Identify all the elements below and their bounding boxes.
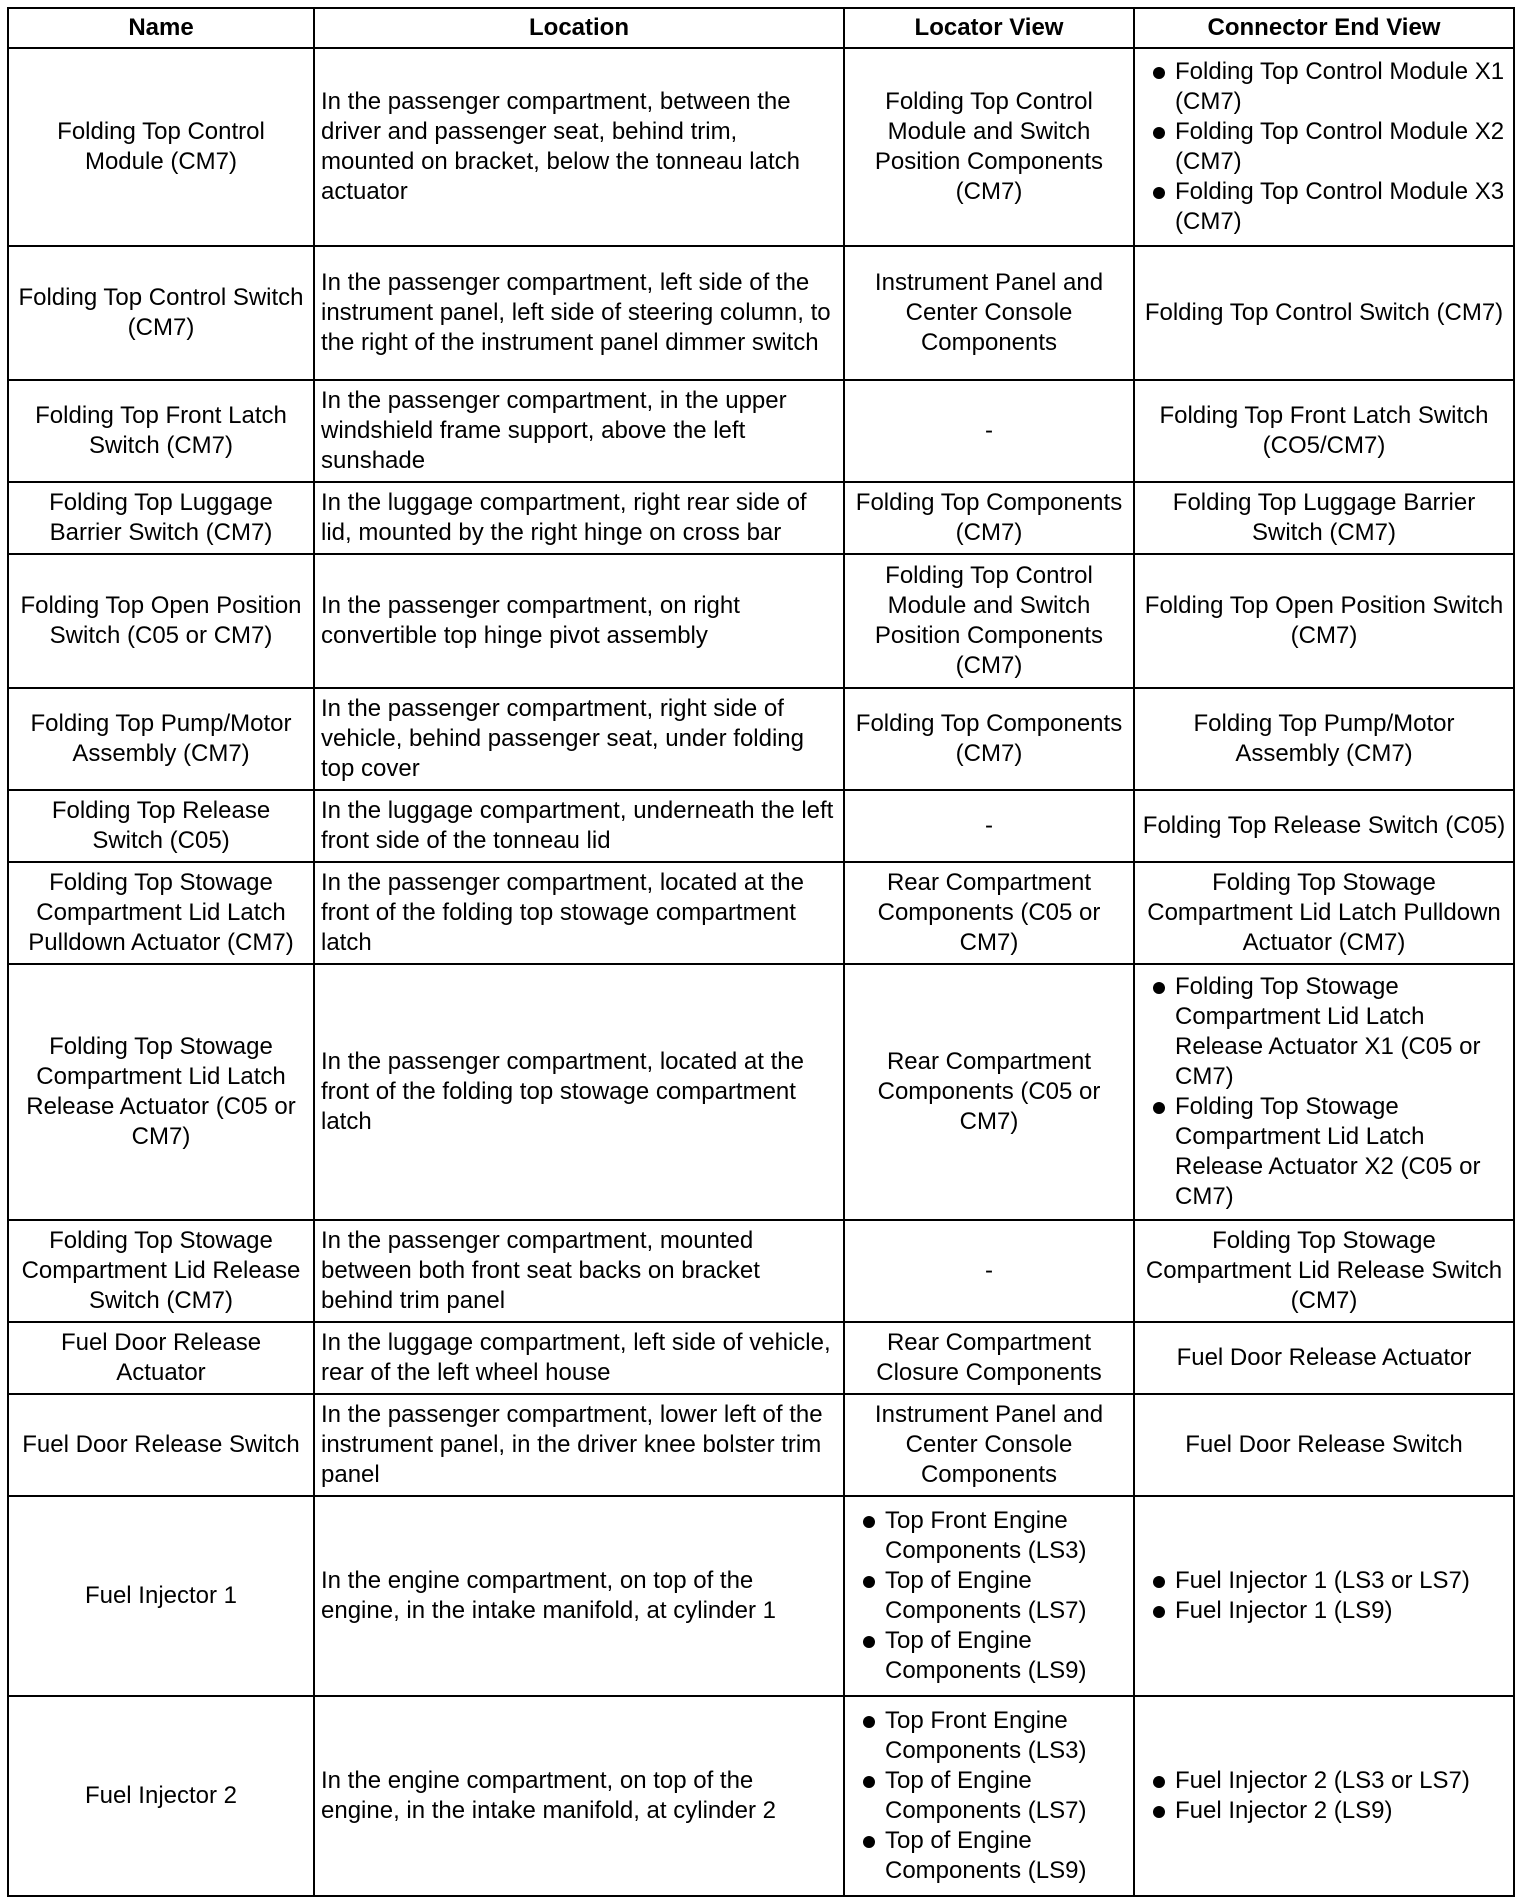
cell-connector-end-view: Folding Top Pump/Motor Assembly (CM7) <box>1134 688 1514 790</box>
cell-connector-end-view <box>1134 1496 1514 1696</box>
cell-locator-view <box>844 1496 1134 1696</box>
cell-connector-end-view <box>1134 48 1514 246</box>
cell-location: In the engine compartment, on top of the engine, in the intake manifold, at cylinder 1 <box>314 1496 844 1696</box>
cell-locator-view: - <box>844 380 1134 482</box>
table-row <box>8 380 1514 482</box>
component-locator-table <box>7 7 1515 1897</box>
cell-connector-end-view: Folding Top Front Latch Switch (CO5/CM7) <box>1134 380 1514 482</box>
cell-locator-view: Instrument Panel and Center Console Components <box>844 1394 1134 1496</box>
table-row <box>8 964 1514 1220</box>
cell-name: Folding Top Open Position Switch (C05 or CM7) <box>8 554 314 688</box>
bullet-item: Top of Engine Components (LS7) <box>851 1766 1127 1826</box>
table-row <box>8 688 1514 790</box>
table-row <box>8 1496 1514 1696</box>
bullet-item: Top Front Engine Components (LS3) <box>851 1506 1127 1566</box>
cell-locator-view: Rear Compartment Closure Components <box>844 1322 1134 1394</box>
table-row <box>8 1322 1514 1394</box>
table-row <box>8 790 1514 862</box>
cell-connector-end-view: Folding Top Control Switch (CM7) <box>1134 246 1514 380</box>
table-body <box>8 48 1514 1896</box>
bullet-list <box>1141 57 1507 237</box>
cell-locator-view: - <box>844 1220 1134 1322</box>
bullet-item: Folding Top Stowage Compartment Lid Latch Release Actuator X2 (C05 or CM7) <box>1141 1092 1507 1212</box>
bullet-item: Folding Top Control Module X3 (CM7) <box>1141 177 1507 237</box>
cell-locator-view: Rear Compartment Components (C05 or CM7) <box>844 964 1134 1220</box>
cell-name: Folding Top Release Switch (C05) <box>8 790 314 862</box>
cell-locator-view: Instrument Panel and Center Console Components <box>844 246 1134 380</box>
cell-name: Folding Top Stowage Compartment Lid Latch Pulldown Actuator (CM7) <box>8 862 314 964</box>
table-row <box>8 1394 1514 1496</box>
cell-locator-view: Rear Compartment Components (C05 or CM7) <box>844 862 1134 964</box>
cell-connector-end-view: Fuel Door Release Switch <box>1134 1394 1514 1496</box>
bullet-list <box>1141 1766 1507 1826</box>
table-row <box>8 48 1514 246</box>
table-row <box>8 554 1514 688</box>
cell-connector-end-view: Folding Top Luggage Barrier Switch (CM7) <box>1134 482 1514 554</box>
bullet-item: Folding Top Control Module X2 (CM7) <box>1141 117 1507 177</box>
cell-name: Fuel Injector 1 <box>8 1496 314 1696</box>
bullet-item: Fuel Injector 1 (LS3 or LS7) <box>1141 1566 1507 1596</box>
cell-locator-view: Folding Top Control Module and Switch Position Components (CM7) <box>844 554 1134 688</box>
cell-name: Folding Top Luggage Barrier Switch (CM7) <box>8 482 314 554</box>
cell-name: Folding Top Pump/Motor Assembly (CM7) <box>8 688 314 790</box>
cell-name: Fuel Door Release Actuator <box>8 1322 314 1394</box>
cell-connector-end-view: Folding Top Open Position Switch (CM7) <box>1134 554 1514 688</box>
bullet-item: Fuel Injector 2 (LS9) <box>1141 1796 1507 1826</box>
cell-location: In the engine compartment, on top of the engine, in the intake manifold, at cylinder 2 <box>314 1696 844 1896</box>
cell-location: In the passenger compartment, on right convertible top hinge pivot assembly <box>314 554 844 688</box>
cell-connector-end-view: Folding Top Stowage Compartment Lid Release Switch (CM7) <box>1134 1220 1514 1322</box>
table-row <box>8 246 1514 380</box>
header-location: Location <box>314 8 844 48</box>
cell-locator-view: - <box>844 790 1134 862</box>
cell-location: In the luggage compartment, right rear side of lid, mounted by the right hinge on cross bar <box>314 482 844 554</box>
bullet-list <box>851 1506 1127 1686</box>
cell-name: Folding Top Control Switch (CM7) <box>8 246 314 380</box>
cell-connector-end-view <box>1134 1696 1514 1896</box>
bullet-item: Fuel Injector 1 (LS9) <box>1141 1596 1507 1626</box>
cell-location: In the passenger compartment, between the driver and passenger seat, behind trim, mounted on bracket, below the tonneau latch actuator <box>314 48 844 246</box>
bullet-item: Top of Engine Components (LS9) <box>851 1826 1127 1886</box>
cell-name: Folding Top Front Latch Switch (CM7) <box>8 380 314 482</box>
cell-connector-end-view: Folding Top Stowage Compartment Lid Latch Pulldown Actuator (CM7) <box>1134 862 1514 964</box>
bullet-item: Top of Engine Components (LS9) <box>851 1626 1127 1686</box>
bullet-item: Top of Engine Components (LS7) <box>851 1566 1127 1626</box>
cell-connector-end-view: Fuel Door Release Actuator <box>1134 1322 1514 1394</box>
table-header-row <box>8 8 1514 48</box>
bullet-list <box>851 1706 1127 1886</box>
cell-name: Folding Top Stowage Compartment Lid Latch Release Actuator (C05 or CM7) <box>8 964 314 1220</box>
cell-locator-view: Folding Top Control Module and Switch Position Components (CM7) <box>844 48 1134 246</box>
cell-locator-view: Folding Top Components (CM7) <box>844 482 1134 554</box>
cell-location: In the passenger compartment, left side of the instrument panel, left side of steering column, to the right of the instrument panel dimmer switch <box>314 246 844 380</box>
bullet-list <box>1141 1566 1507 1626</box>
table-row <box>8 1220 1514 1322</box>
cell-location: In the passenger compartment, in the upper windshield frame support, above the left sunshade <box>314 380 844 482</box>
bullet-item: Folding Top Control Module X1 (CM7) <box>1141 57 1507 117</box>
cell-location: In the passenger compartment, mounted between both front seat backs on bracket behind trim panel <box>314 1220 844 1322</box>
cell-name: Fuel Injector 2 <box>8 1696 314 1896</box>
cell-location: In the passenger compartment, located at the front of the folding top stowage compartment latch <box>314 862 844 964</box>
cell-location: In the luggage compartment, left side of vehicle, rear of the left wheel house <box>314 1322 844 1394</box>
bullet-item: Folding Top Stowage Compartment Lid Latch Release Actuator X1 (C05 or CM7) <box>1141 972 1507 1092</box>
table-row <box>8 482 1514 554</box>
bullet-list <box>1141 972 1507 1212</box>
header-name: Name <box>8 8 314 48</box>
cell-name: Fuel Door Release Switch <box>8 1394 314 1496</box>
bullet-item: Top Front Engine Components (LS3) <box>851 1706 1127 1766</box>
cell-location: In the passenger compartment, located at the front of the folding top stowage compartment latch <box>314 964 844 1220</box>
table-row <box>8 1696 1514 1896</box>
table-row <box>8 862 1514 964</box>
cell-locator-view <box>844 1696 1134 1896</box>
cell-location: In the passenger compartment, right side of vehicle, behind passenger seat, under folding top cover <box>314 688 844 790</box>
cell-connector-end-view: Folding Top Release Switch (C05) <box>1134 790 1514 862</box>
cell-location: In the passenger compartment, lower left of the instrument panel, in the driver knee bolster trim panel <box>314 1394 844 1496</box>
bullet-item: Fuel Injector 2 (LS3 or LS7) <box>1141 1766 1507 1796</box>
cell-locator-view: Folding Top Components (CM7) <box>844 688 1134 790</box>
cell-name: Folding Top Control Module (CM7) <box>8 48 314 246</box>
cell-location: In the luggage compartment, underneath the left front side of the tonneau lid <box>314 790 844 862</box>
header-locator-view: Locator View <box>844 8 1134 48</box>
header-connector-end-view: Connector End View <box>1134 8 1514 48</box>
cell-name: Folding Top Stowage Compartment Lid Release Switch (CM7) <box>8 1220 314 1322</box>
cell-connector-end-view <box>1134 964 1514 1220</box>
